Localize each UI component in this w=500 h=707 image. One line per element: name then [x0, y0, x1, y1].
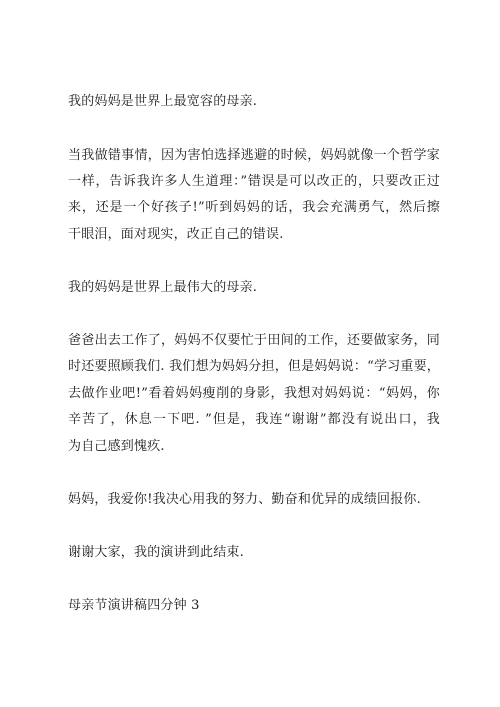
next-section-title: 母亲节演讲稿四分钟 3	[68, 598, 200, 613]
paragraph-line: 辛苦了，休息一下吧. ”但是，我连“谢谢”都没有说出口，我	[68, 412, 440, 427]
paragraph-line: 去做作业吧!”看着妈妈瘦削的身影，我想对妈妈说：“妈妈，你	[68, 386, 440, 401]
paragraph-line: 妈妈，我爱你!我决心用我的努力、勤奋和优异的成绩回报你.	[68, 492, 421, 507]
paragraph-line: 来，还是一个好孩子!”听到妈妈的话，我会充满勇气，然后擦	[68, 200, 440, 215]
paragraph-line: 当我做错事情，因为害怕选择逃避的时候，妈妈就像一个哲学家	[68, 148, 440, 163]
paragraph-line: 爸爸出去工作了，妈妈不仅要忙于田间的工作，还要做家务，同	[68, 333, 440, 348]
paragraph-heading-great-mother: 我的妈妈是世界上最伟大的母亲.	[68, 280, 258, 295]
paragraph-line: 干眼泪，面对现实，改正自己的错误.	[68, 227, 284, 242]
paragraph-line: 为自己感到愧疚.	[68, 439, 165, 454]
closing-line: 谢谢大家，我的演讲到此结束.	[68, 545, 244, 560]
paragraph-line: 一样，告诉我许多人生道理：”错误是可以改正的，只要改正过	[68, 174, 440, 189]
paragraph-heading-tolerant-mother: 我的妈妈是世界上最宽容的母亲.	[68, 94, 258, 109]
paragraph-line: 时还要照顾我们. 我们想为妈妈分担，但是妈妈说：“学习重要，	[68, 359, 440, 374]
